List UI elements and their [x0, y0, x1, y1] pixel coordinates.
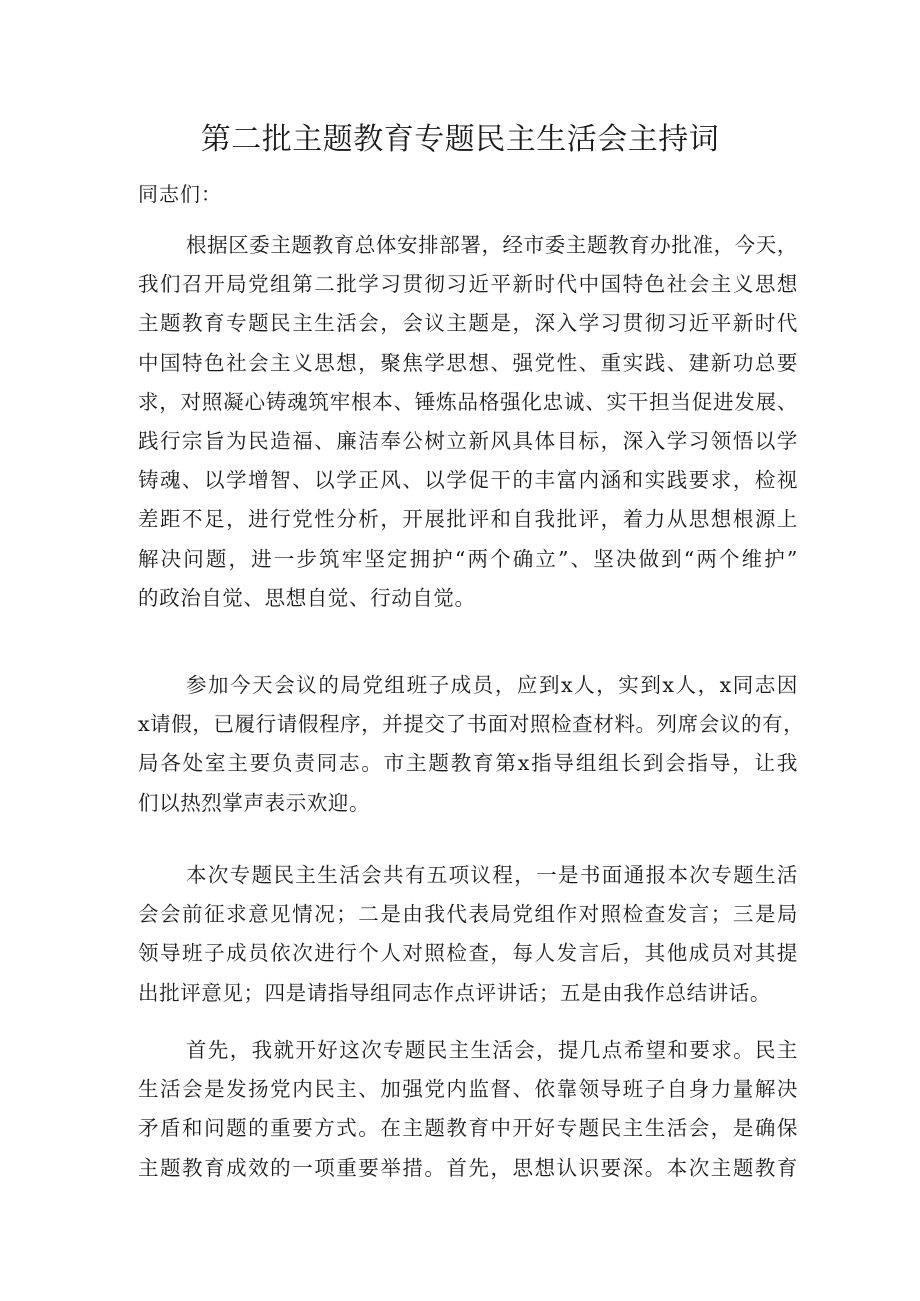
- paragraph-line: 中国特色社会主义思想，聚焦学思想、强党性、重实践、建新功总要: [138, 350, 798, 375]
- paragraph-line: 践行宗旨为民造福、廉洁奉公树立新风具体目标，深入学习领悟以学: [138, 428, 798, 453]
- paragraph-4: [138, 1031, 798, 1188]
- paragraph-line: 的政治自觉、思想自觉、行动自觉。: [138, 585, 476, 610]
- paragraph-line: 主题教育专题民主生活会，会议主题是，深入学习贯彻习近平新时代: [138, 311, 798, 336]
- paragraph-line: 根据区委主题教育总体安排部署，经市委主题教育办批准，今天，: [186, 233, 798, 257]
- paragraph-line: 本次专题民主生活会共有五项议程，一是书面通报本次专题生活: [186, 863, 798, 887]
- paragraph-line: 解决问题，进一步筑牢坚定拥护“两个确立”、坚决做到“两个维护”: [138, 546, 798, 571]
- paragraph-line: 首先，我就开好这次专题民主生活会，提几点希望和要求。民主: [186, 1038, 798, 1062]
- salutation: 同志们：: [138, 182, 222, 206]
- paragraph-2: [138, 666, 805, 823]
- paragraph-line: 主题教育成效的一项重要举措。首先，思想认识要深。本次主题教育: [138, 1155, 798, 1180]
- paragraph-line: 生活会是发扬党内民主、加强党内监督、依靠领导班子自身力量解决: [138, 1077, 798, 1102]
- paragraph-line: 局各处室主要负责同志。市主题教育第x指导组组长到会指导，让我: [138, 751, 798, 776]
- paragraph-line: 们以热烈掌声表示欢迎。: [138, 790, 371, 815]
- paragraph-line: 矛盾和问题的重要方式。在主题教育中开好专题民主生活会，是确保: [138, 1116, 798, 1141]
- paragraph-line: 差距不足，进行党性分析，开展批评和自我批评，着力从思想根源上: [138, 507, 798, 532]
- paragraph-line: 会会前征求意见情况；二是由我代表局党组作对照检查发言；三是局: [138, 902, 798, 927]
- paragraph-1: [138, 226, 798, 618]
- paragraph-line: x请假，已履行请假程序，并提交了书面对照检查材料。列席会议的有，: [138, 712, 805, 737]
- paragraph-line: 我们召开局党组第二批学习贯彻习近平新时代中国特色社会主义思想: [138, 272, 798, 297]
- paragraph-3: [138, 856, 798, 1013]
- paragraph-line: 领导班子成员依次进行个人对照检查，每人发言后，其他成员对其提: [138, 941, 798, 966]
- paragraph-line: 出批评意见；四是请指导组同志作点评讲话；五是由我作总结讲话。: [138, 980, 771, 1005]
- document-title: 第二批主题教育专题民主生活会主持词: [200, 122, 720, 157]
- paragraph-line: 求，对照凝心铸魂筑牢根本、锤炼品格强化忠诚、实干担当促进发展、: [138, 389, 798, 414]
- paragraph-line: 参加今天会议的局党组班子成员，应到x人，实到x人，x同志因: [186, 673, 798, 697]
- paragraph-line: 铸魂、以学增智、以学正风、以学促干的丰富内涵和实践要求，检视: [138, 468, 798, 493]
